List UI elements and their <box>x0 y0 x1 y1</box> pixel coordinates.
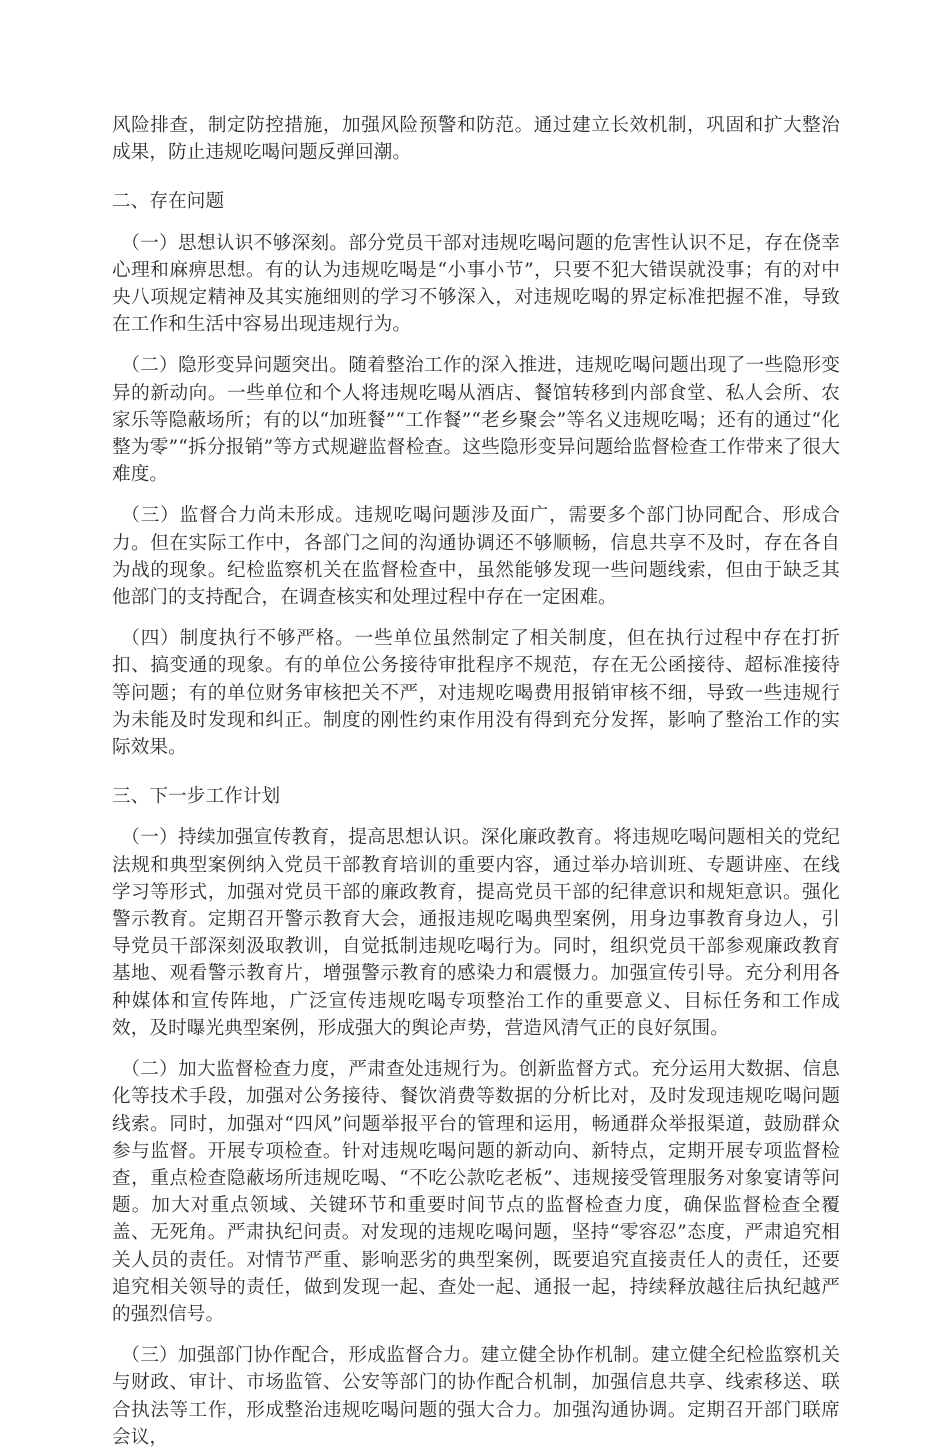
paragraph-plan-three-department-cooperation: （三）加强部门协作配合，形成监督合力。建立健全协作机制。建立健全纪检监察机关与财政、审计、市场监管、公安等部门的协作配合机制，加强信息共享、线索移送、联合执法等工作，形成整治违规吃喝问题的强大合力。加强沟通协调。定期召开部门联席会议， <box>112 1345 840 1448</box>
section-heading-existing-problems: 二、存在问题 <box>112 191 225 213</box>
paragraph-problem-two-hidden-variants: （二）隐形变异问题突出。随着整治工作的深入推进，违规吃喝问题出现了一些隐形变异的新动向。一些单位和个人将违规吃喝从酒店、餐馆转移到内部食堂、私人会所、农家乐等隐蔽场所；有的以“加班餐”“工作餐”“老乡聚会”等名义违规吃喝；还有的通过“化整为零”“拆分报销”等方式规避监督检查。这些隐形变异问题给监督检查工作带来了很大难度。 <box>112 355 840 486</box>
paragraph-plan-one-publicity-education: （一）持续加强宣传教育，提高思想认识。深化廉政教育。将违规吃喝问题相关的党纪法规和典型案例纳入党员干部教育培训的重要内容，通过举办培训班、专题讲座、在线学习等形式，加强对党员干部的廉政教育，提高党员干部的纪律意识和规矩意识。强化警示教育。定期召开警示教育大会，通报违规吃喝典型案例，用身边事教育身边人，引导党员干部深刻汲取教训，自觉抵制违规吃喝行为。同时，组织党员干部参观廉政教育基地、观看警示教育片，增强警示教育的感染力和震慑力。加强宣传引导。充分利用各种媒体和宣传阵地，广泛宣传违规吃喝专项整治工作的重要意义、目标任务和工作成效，及时曝光典型案例，形成强大的舆论声势，营造风清气正的良好氛围。 <box>112 827 840 1039</box>
paragraph-continued-risk-investigation: 风险排查，制定防控措施，加强风险预警和防范。通过建立长效机制，巩固和扩大整治成果，防止违规吃喝问题反弹回潮。 <box>112 115 840 164</box>
paragraph-plan-two-supervision-inspection: （二）加大监督检查力度，严肃查处违规行为。创新监督方式。充分运用大数据、信息化等技术手段，加强对公务接待、餐饮消费等数据的分析比对，及时发现违规吃喝问题线索。同时，加强对“四风”问题举报平台的管理和运用，畅通群众举报渠道，鼓励群众参与监督。开展专项检查。针对违规吃喝问题的新动向、新特点，定期开展专项监督检查，重点检查隐蔽场所违规吃喝、“不吃公款吃老板”、违规接受管理服务对象宴请等问题。加大对重点领域、关键环节和重要时间节点的监督检查力度，确保监督检查全覆盖、无死角。严肃执纪问责。对发现的违规吃喝问题，坚持“零容忍”态度，严肃追究相关人员的责任。对情节严重、影响恶劣的典型案例，既要追究直接责任人的责任，还要追究相关领导的责任，做到发现一起、查处一起、通报一起，持续释放越往后执纪越严的强烈信号。 <box>112 1059 840 1325</box>
section-heading-next-step-work-plan: 三、下一步工作计划 <box>112 786 281 808</box>
document-body <box>112 112 840 1451</box>
paragraph-problem-four-system-enforcement: （四）制度执行不够严格。一些单位虽然制定了相关制度，但在执行过程中存在打折扣、搞变通的现象。有的单位公务接待审批程序不规范，存在无公函接待、超标准接待等问题；有的单位财务审核把关不严，对违规吃喝费用报销审核不细，导致一些违规行为未能及时发现和纠正。制度的刚性约束作用没有得到充分发挥，影响了整治工作的实际效果。 <box>112 628 840 759</box>
paragraph-problem-one-ideological-awareness: （一）思想认识不够深刻。部分党员干部对违规吃喝问题的危害性认识不足，存在侥幸心理和麻痹思想。有的认为违规吃喝是“小事小节”，只要不犯大错误就没事；有的对中央八项规定精神及其实施细则的学习不够深入，对违规吃喝的界定标准把握不准，导致在工作和生活中容易出现违规行为。 <box>112 232 840 336</box>
paragraph-problem-three-supervision-synergy: （三）监督合力尚未形成。违规吃喝问题涉及面广，需要多个部门协同配合、形成合力。但在实际工作中，各部门之间的沟通协调还不够顺畅，信息共享不及时，存在各自为战的现象。纪检监察机关在监督检查中，虽然能够发现一些问题线索，但由于缺乏其他部门的支持配合，在调查核实和处理过程中存在一定困难。 <box>112 505 840 609</box>
